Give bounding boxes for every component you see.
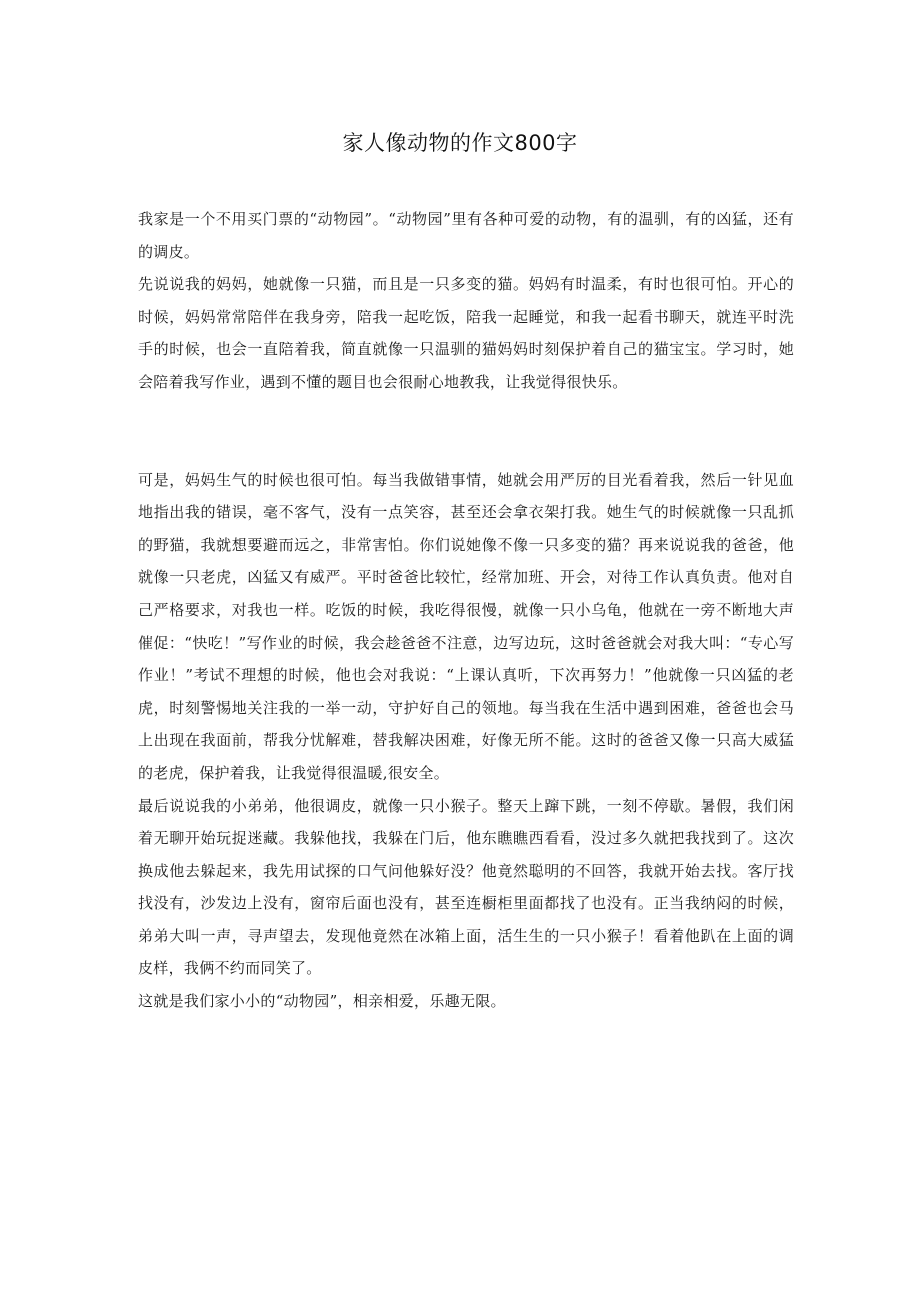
- document-body: [138, 203, 794, 1018]
- paragraph-mother: 先说说我的妈妈，她就像一只猫，而且是一只多变的猫。妈妈有时温柔，有时也很可怕。开心的时候，妈妈常常陪伴在我身旁，陪我一起吃饭，陪我一起睡觉，和我一起看书聊天，就连平时洗手的时候，也会一直陪着我，简直就像一只温驯的猫妈妈时刻保护着自己的猫宝宝。学习时，她会陪着我写作业，遇到不懂的题目也会很耐心地教我，让我觉得很快乐。: [138, 275, 794, 391]
- paragraph-spacer: [138, 399, 794, 464]
- paragraph-mother-angry-father: 可是，妈妈生气的时候也很可怕。每当我做错事情，她就会用严厉的目光看着我，然后一针见血地指出我的错误，毫不客气，没有一点笑容，甚至还会拿衣架打我。她生气的时候就像一只乱抓的野猫，我就想要避而远之，非常害怕。你们说她像不像一只多变的猫？再来说说我的爸爸，他就像一只老虎，凶猛又有威严。平时爸爸比较忙，经常加班、开会，对待工作认真负责。他对自己严格要求，对我也一样。吃饭的时候，我吃得很慢，就像一只小乌龟，他就在一旁不断地大声催促：“快吃！”写作业的时候，我会趁爸爸不注意，边写边玩，这时爸爸就会对我大叫：“专心写作业！”考试不理想的时候，他也会对我说：“上课认真听，下次再努力！”他就像一只凶猛的老虎，时刻警惕地关注我的一举一动，守护好自己的领地。每当我在生活中遇到困难，爸爸也会马上出现在我面前，帮我分忧解难，替我解决困难，好像无所不能。这时的爸爸又像一只高大威猛的老虎，保护着我，让我觉得很温暖,很安全。: [138, 470, 794, 782]
- paragraph-conclusion: 这就是我们家小小的“动物园”，相亲相爱，乐趣无限。: [138, 992, 506, 1011]
- page-title: 家人像动物的作文800字: [342, 131, 578, 155]
- paragraph-intro: 我家是一个不用买门票的“动物园”。“动物园”里有各种可爱的动物，有的温驯，有的凶猛，还有的调皮。: [138, 210, 794, 261]
- paragraph-brother: 最后说说我的小弟弟，他很调皮，就像一只小猴子。整天上蹿下跳，一刻不停歇。暑假，我们闲着无聊开始玩捉迷藏。我躲他找，我躲在门后，他东瞧瞧西看看，没过多久就把我找到了。这次换成他去躲起来，我先用试探的口气问他躲好没？他竟然聪明的不回答，我就开始去找。客厅找找没有，沙发边上没有，窗帘后面也没有，甚至连橱柜里面都找了也没有。正当我纳闷的时候，弟弟大叫一声，寻声望去，发现他竟然在冰箱上面，活生生的一只小猴子！看着他趴在上面的调皮样，我俩不约而同笑了。: [138, 796, 794, 978]
